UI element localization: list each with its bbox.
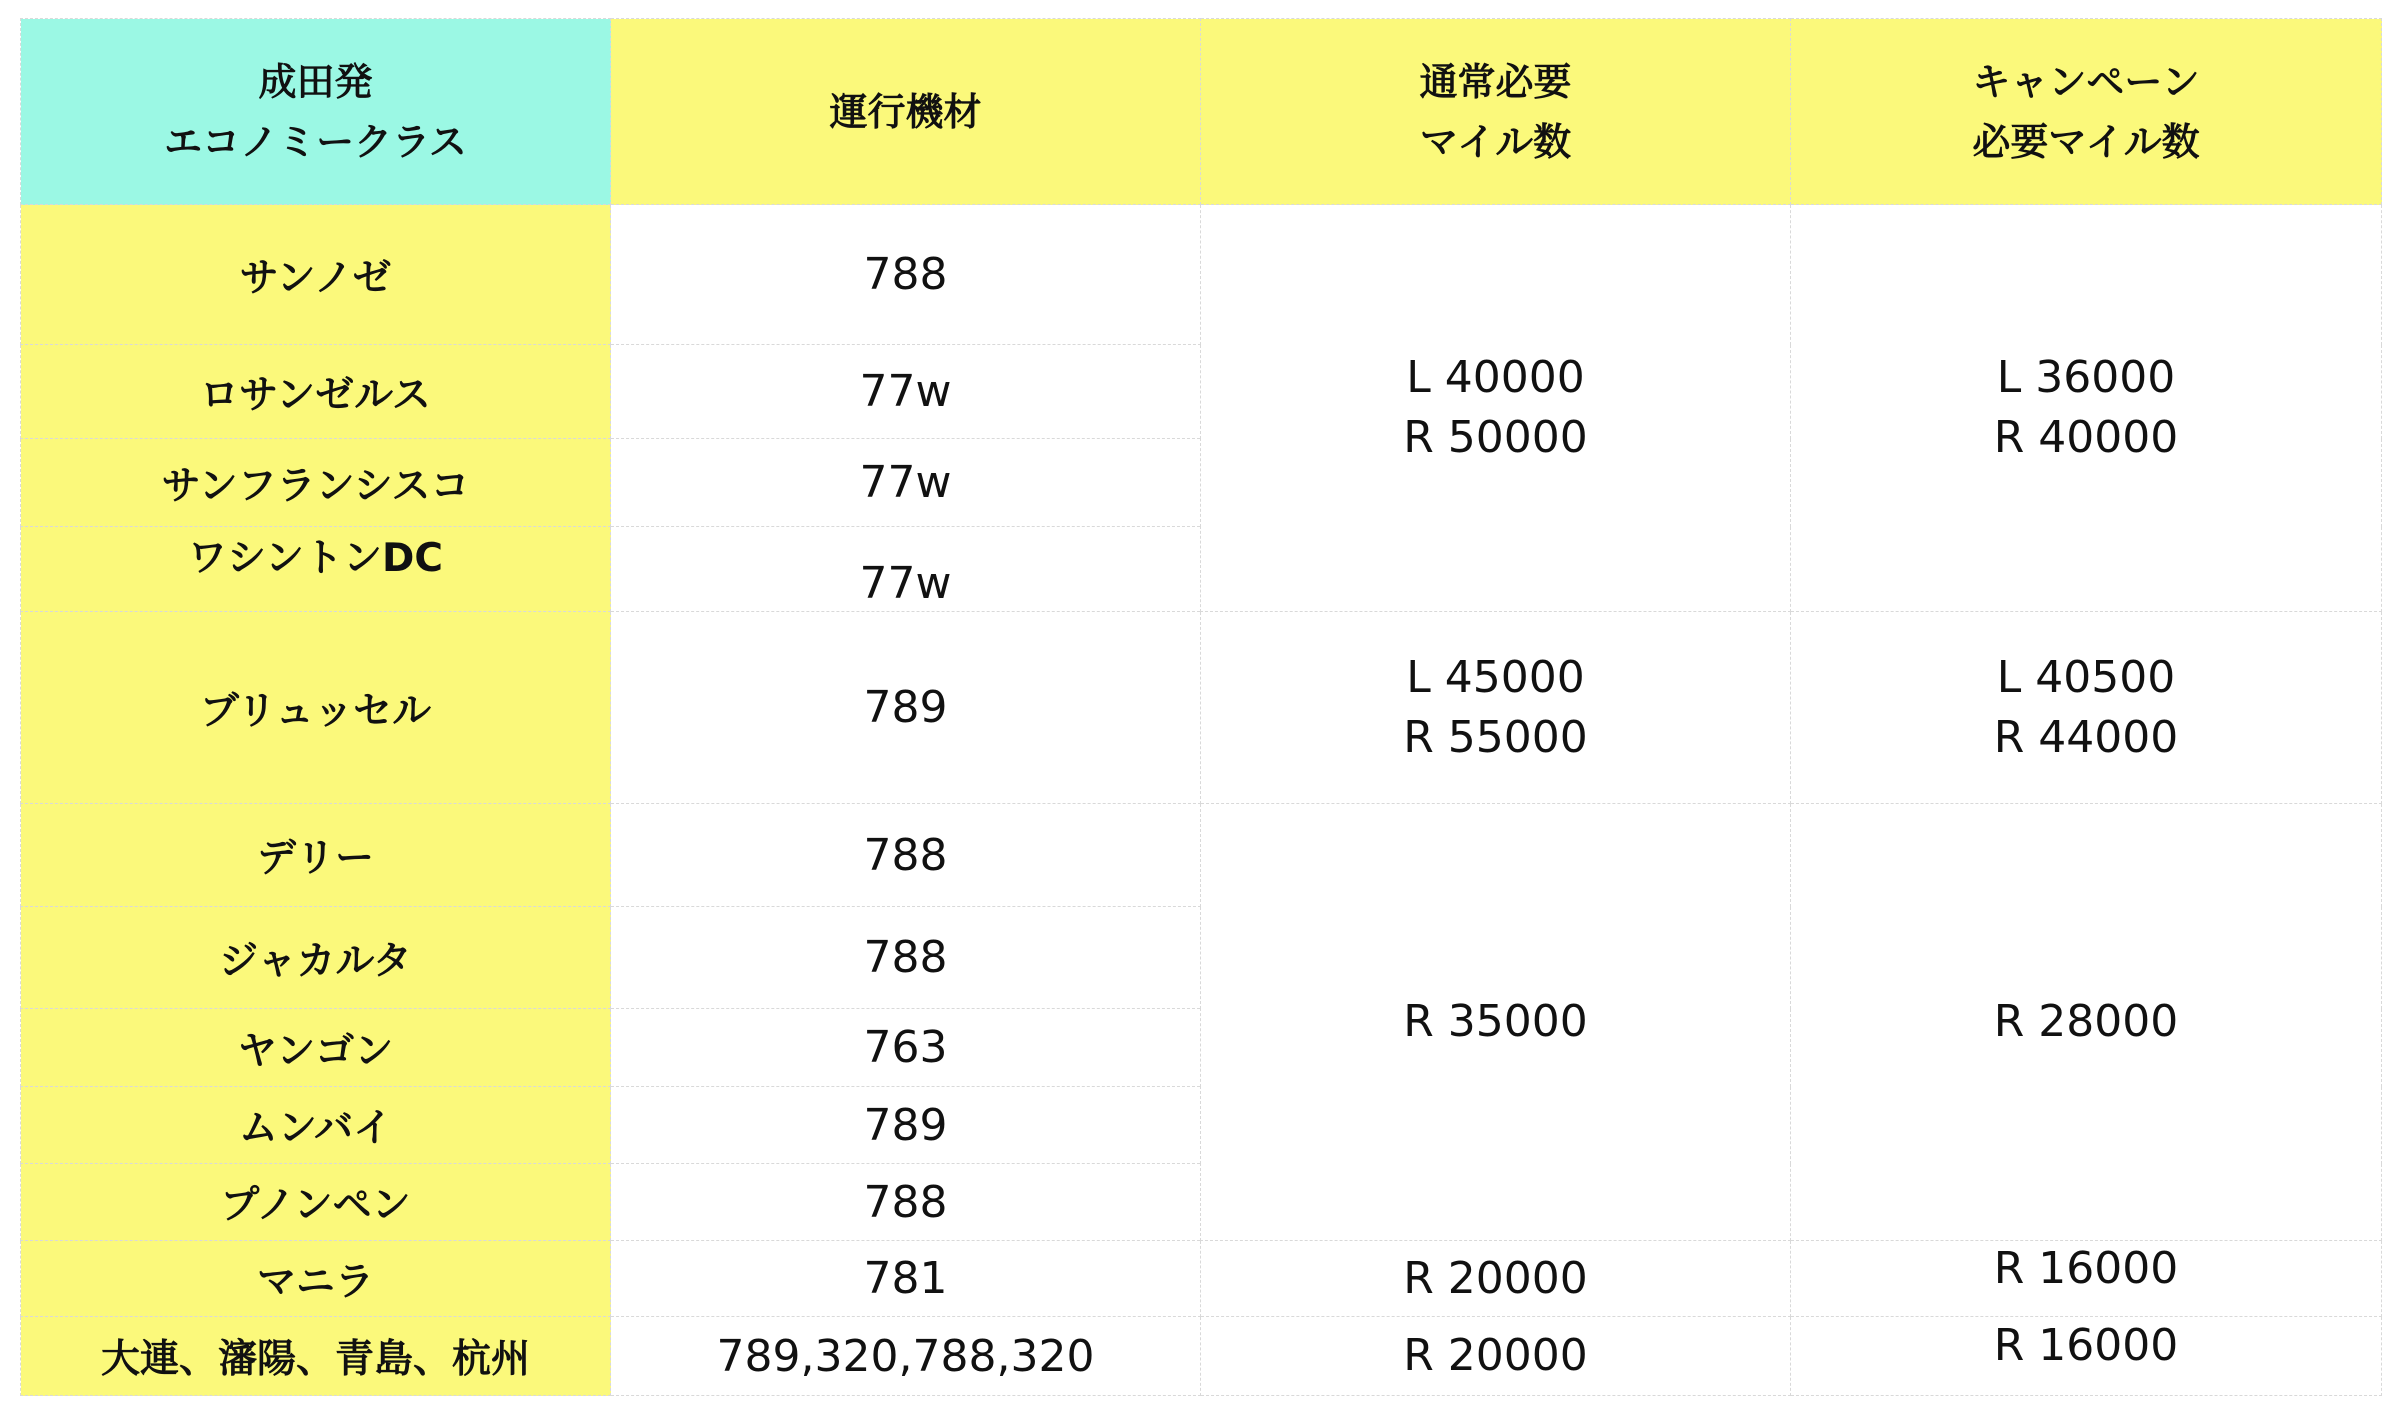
table-row: [21, 804, 2382, 907]
normal-miles-value: L 40000: [1406, 352, 1585, 403]
miles-table: [20, 18, 2382, 1396]
header-normal-line1: 通常必要: [1419, 59, 1572, 104]
header-row: [21, 19, 2382, 205]
table-row: [21, 1317, 2382, 1396]
campaign-miles-value: L 40500: [1996, 651, 2176, 703]
route-cell: ロサンゼルス: [21, 345, 611, 439]
aircraft-cell: 789: [611, 612, 1201, 804]
route-cell: マニラ: [21, 1241, 611, 1317]
table-row: [21, 205, 2382, 345]
normal-miles-cell: [1201, 205, 1791, 612]
campaign-miles-cell: [1791, 612, 2382, 804]
route-cell: プノンペン: [21, 1164, 611, 1241]
route-cell: サンフランシスコ: [21, 439, 611, 527]
route-cell: 大連、瀋陽、青島、杭州: [21, 1317, 611, 1396]
campaign-miles-value: R 16000: [1993, 1242, 2179, 1294]
campaign-miles-cell: [1791, 1317, 2382, 1396]
normal-miles-cell: R 20000: [1201, 1317, 1791, 1396]
campaign-miles-cell: [1791, 1241, 2382, 1317]
aircraft-cell: [611, 527, 1201, 612]
route-cell: ジャカルタ: [21, 907, 611, 1009]
header-route-line2: エコノミークラス: [164, 119, 467, 164]
campaign-miles-value: L 36000: [1996, 352, 2176, 403]
normal-miles-value: R 55000: [1403, 711, 1588, 763]
campaign-miles-value: R 40000: [1993, 412, 2179, 463]
normal-miles-value: L 45000: [1406, 651, 1585, 703]
route-cell: サンノゼ: [21, 205, 611, 345]
table-row: [21, 612, 2382, 804]
aircraft-label: 77w: [859, 557, 952, 609]
route-cell: [21, 527, 611, 612]
route-cell: ヤンゴン: [21, 1009, 611, 1087]
campaign-miles-cell: [1791, 205, 2382, 612]
miles-table-container: [20, 18, 2381, 1395]
header-campaign-miles: [1791, 19, 2382, 205]
header-campaign-line2: 必要マイル数: [1972, 119, 2200, 164]
header-normal-miles: [1201, 19, 1791, 205]
normal-miles-cell: [1201, 612, 1791, 804]
aircraft-cell: 789,320,788,320: [611, 1317, 1201, 1396]
header-aircraft: 運行機材: [611, 19, 1201, 205]
header-normal-line2: マイル数: [1419, 119, 1572, 164]
aircraft-cell: 788: [611, 1164, 1201, 1241]
campaign-miles-value: R 44000: [1993, 711, 2179, 763]
normal-miles-cell: R 35000: [1201, 804, 1791, 1241]
header-route: [21, 19, 611, 205]
aircraft-cell: 763: [611, 1009, 1201, 1087]
aircraft-cell: 789: [611, 1087, 1201, 1164]
header-campaign-line1: キャンペーン: [1972, 59, 2200, 104]
route-label: ワシントンDC: [187, 536, 444, 581]
aircraft-cell: 788: [611, 907, 1201, 1009]
normal-miles-value: R 50000: [1403, 412, 1588, 463]
route-cell: ブリュッセル: [21, 612, 611, 804]
campaign-miles-value: R 16000: [1993, 1320, 2179, 1371]
normal-miles-cell: R 20000: [1201, 1241, 1791, 1317]
header-route-line1: 成田発: [258, 59, 373, 104]
aircraft-cell: 781: [611, 1241, 1201, 1317]
aircraft-cell: 77w: [611, 439, 1201, 527]
campaign-miles-cell: R 28000: [1791, 804, 2382, 1241]
table-row: [21, 1241, 2382, 1317]
aircraft-cell: 788: [611, 205, 1201, 345]
route-cell: デリー: [21, 804, 611, 907]
route-cell: ムンバイ: [21, 1087, 611, 1164]
aircraft-cell: 77w: [611, 345, 1201, 439]
aircraft-cell: 788: [611, 804, 1201, 907]
